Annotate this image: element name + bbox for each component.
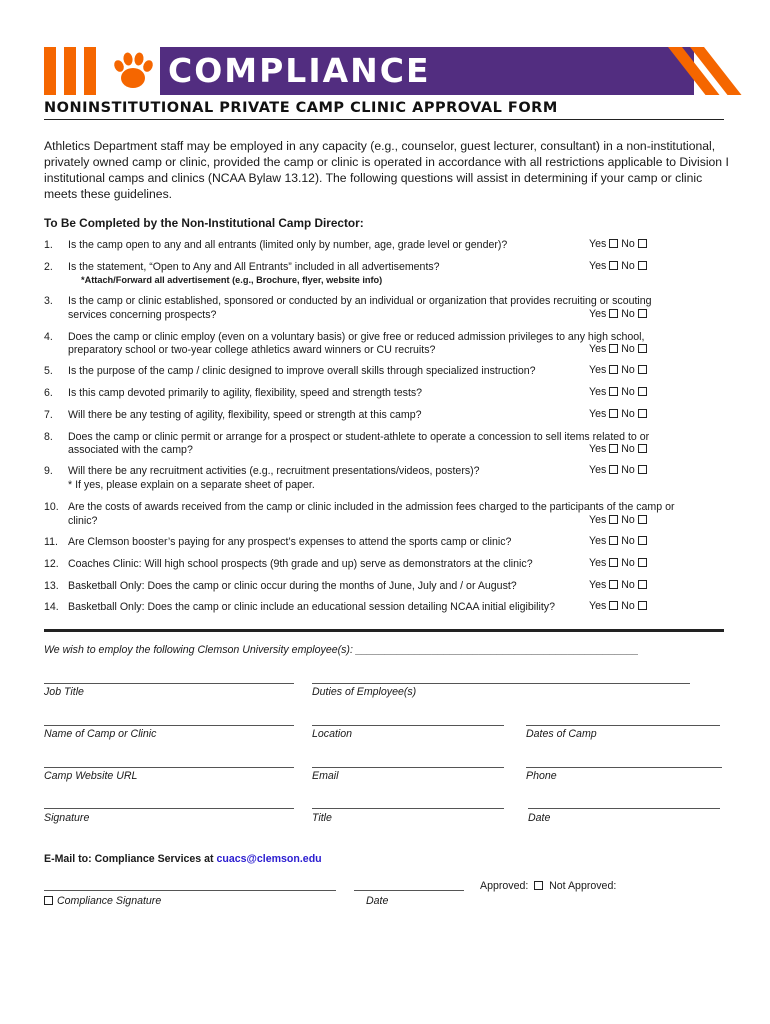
no-checkbox[interactable] [638, 309, 647, 318]
question-number: 6. [44, 387, 53, 399]
question-number: 5. [44, 365, 53, 377]
question-text: Basketball Only: Does the camp or clinic include an educational session detailing NCAA initial eligibility? [68, 601, 555, 613]
no-checkbox[interactable] [638, 261, 647, 270]
location-line[interactable] [312, 725, 504, 726]
section-divider [44, 629, 724, 632]
no-checkbox[interactable] [638, 409, 647, 418]
question-number: 2. [44, 261, 53, 273]
question-text: Is the purpose of the camp / clinic designed to improve overall skills through specialized instruction? [68, 365, 536, 377]
question-number: 8. [44, 431, 53, 443]
question-text-continued: clinic? [68, 515, 98, 527]
duties-line[interactable] [312, 683, 690, 684]
dates-label: Dates of Camp [526, 728, 597, 740]
no-checkbox[interactable] [638, 239, 647, 248]
no-checkbox[interactable] [638, 601, 647, 610]
yes-no-options: Yes No [589, 557, 647, 569]
yes-checkbox[interactable] [609, 601, 618, 610]
no-checkbox[interactable] [638, 465, 647, 474]
approval-options [480, 880, 616, 892]
question-text-continued: services concerning prospects? [68, 309, 217, 321]
website-label: Camp Website URL [44, 770, 138, 782]
directions-heading: To Be Completed by the Non-Institutional Camp Director: [44, 216, 364, 230]
question-text: Coaches Clinic: Will high school prospects (9th grade and up) serve as demonstrators at the clinic? [68, 558, 533, 570]
question-text: Will there be any testing of agility, flexibility, speed or strength at this camp? [68, 409, 422, 421]
location-label: Location [312, 728, 353, 740]
question-text: Are Clemson booster’s paying for any prospect’s expenses to attend the sports camp or clinic? [68, 536, 512, 548]
signature-label: Signature [44, 812, 90, 824]
compliance-signature-line[interactable] [44, 890, 336, 891]
yes-checkbox[interactable] [609, 239, 618, 248]
no-checkbox[interactable] [638, 365, 647, 374]
yes-checkbox[interactable] [609, 444, 618, 453]
question-text: Basketball Only: Does the camp or clinic occur during the months of June, July and / or August? [68, 580, 517, 592]
no-checkbox[interactable] [638, 558, 647, 567]
camp-name-line[interactable] [44, 725, 294, 726]
job-title-label: Job Title [44, 686, 84, 698]
question-number: 3. [44, 295, 53, 307]
phone-line[interactable] [526, 767, 722, 768]
yes-checkbox[interactable] [609, 309, 618, 318]
question-text-continued: associated with the camp? [68, 444, 193, 456]
yes-no-options: Yes No [589, 443, 647, 455]
question-number: 11. [44, 536, 58, 548]
title-label: Title [312, 812, 332, 824]
website-line[interactable] [44, 767, 294, 768]
yes-no-options: Yes No [589, 600, 647, 612]
yes-checkbox[interactable] [609, 387, 618, 396]
signature-line[interactable] [44, 808, 294, 809]
yes-checkbox[interactable] [609, 365, 618, 374]
question-text: Are the costs of awards received from the camp or clinic included in the admission fees charged to the participants of the camp or [68, 501, 675, 513]
yes-no-options: Yes No [589, 579, 647, 591]
approved-checkbox[interactable] [534, 881, 543, 890]
tiger-paw-icon [106, 47, 160, 95]
orange-stripe [64, 47, 76, 95]
question-number: 13. [44, 580, 59, 592]
brand-title: COMPLIANCE [168, 51, 431, 90]
no-checkbox[interactable] [638, 536, 647, 545]
approval-date-line[interactable] [354, 890, 464, 891]
yes-no-options: Yes No [589, 535, 647, 547]
question-number: 10. [44, 501, 59, 513]
date-line[interactable] [528, 808, 720, 809]
job-title-line[interactable] [44, 683, 294, 684]
email-label: Email [312, 770, 339, 782]
question-text: Does the camp or clinic employ (even on a voluntary basis) or give free or reduced admission privileges to any high school, [68, 331, 645, 343]
approved-label: Approved: [480, 880, 529, 892]
yes-checkbox[interactable] [609, 465, 618, 474]
intro-paragraph: Athletics Department staff may be employed in any capacity (e.g., counselor, guest lecturer, consultant) in a non-institutional, privately owned camp or clinic, provided the camp or clinic is operated in accordance with all restrictions applicable to Division I institutional camps and clinics (NCAA Bylaw 13.12). The following questions will assist in determining if your camp or clinic meets these guidelines. [44, 139, 729, 201]
duties-label: Duties of Employee(s) [312, 686, 417, 698]
question-text: Does the camp or clinic permit or arrange for a prospect or student-athlete to operate a concession to sell items related to or [68, 431, 650, 443]
email-instruction [44, 853, 322, 865]
yes-checkbox[interactable] [609, 344, 618, 353]
yes-no-options: Yes No [589, 308, 647, 320]
question-text-continued: * If yes, please explain on a separate sheet of paper. [68, 479, 315, 491]
compliance-signature-label: Compliance Signature [44, 895, 161, 907]
question-number: 9. [44, 465, 53, 477]
form-title: NONINSTITUTIONAL PRIVATE CAMP CLINIC APPROVAL FORM [44, 100, 558, 116]
yes-no-options: Yes No [589, 364, 647, 376]
question-text: Is the camp or clinic established, sponsored or conducted by an individual or organization that provides recruiting or scouting [68, 295, 652, 307]
yes-no-options: Yes No [589, 464, 647, 476]
yes-checkbox[interactable] [609, 580, 618, 589]
yes-checkbox[interactable] [609, 515, 618, 524]
orange-stripe [44, 47, 56, 95]
approval-date-label: Date [366, 895, 389, 907]
yes-checkbox[interactable] [609, 536, 618, 545]
no-checkbox[interactable] [638, 580, 647, 589]
question-text: Will there be any recruitment activities (e.g., recruitment presentations/videos, posters)? [68, 465, 480, 477]
no-checkbox[interactable] [638, 387, 647, 396]
title-line[interactable] [312, 808, 504, 809]
date-label: Date [528, 812, 551, 824]
question-note: *Attach/Forward all advertisement (e.g., Brochure, flyer, website info) [81, 275, 383, 285]
question-number: 7. [44, 409, 53, 421]
compliance-signature-checkbox[interactable] [44, 896, 53, 905]
camp-name-label: Name of Camp or Clinic [44, 728, 157, 740]
phone-label: Phone [526, 770, 557, 782]
orange-stripe [84, 47, 96, 95]
question-text: Is the camp open to any and all entrants (limited only by number, age, grade level or gender)? [68, 239, 508, 251]
dates-line[interactable] [526, 725, 720, 726]
question-number: 12. [44, 558, 59, 570]
email-line[interactable] [312, 767, 504, 768]
question-text: Is the statement, “Open to Any and All Entrants” included in all advertisements? [68, 261, 440, 273]
question-number: 14. [44, 601, 59, 613]
no-checkbox[interactable] [638, 344, 647, 353]
no-checkbox[interactable] [638, 444, 647, 453]
title-divider [44, 119, 724, 120]
email-instruction-label: E-Mail to: Compliance Services at [44, 853, 214, 865]
yes-no-options: Yes No [589, 343, 647, 355]
yes-no-options: Yes No [589, 408, 647, 420]
yes-no-options: Yes No [589, 238, 647, 250]
not-approved-label: Not Approved: [549, 880, 617, 892]
yes-checkbox[interactable] [609, 558, 618, 567]
yes-no-options: Yes No [589, 386, 647, 398]
question-number: 4. [44, 331, 53, 343]
yes-no-options: Yes No [589, 260, 647, 272]
yes-checkbox[interactable] [609, 261, 618, 270]
yes-no-options: Yes No [589, 514, 647, 526]
question-text-continued: preparatory school or two-year college athletics award winners or CU recruits? [68, 344, 436, 356]
yes-checkbox[interactable] [609, 409, 618, 418]
employ-statement: We wish to employ the following Clemson University employee(s): ________________________________________________ [44, 644, 639, 656]
no-checkbox[interactable] [638, 515, 647, 524]
question-number: 1. [44, 239, 53, 251]
compliance-email-link[interactable]: cuacs@clemson.edu [216, 853, 322, 865]
question-text: Is this camp devoted primarily to agility, flexibility, speed and strength tests? [68, 387, 423, 399]
